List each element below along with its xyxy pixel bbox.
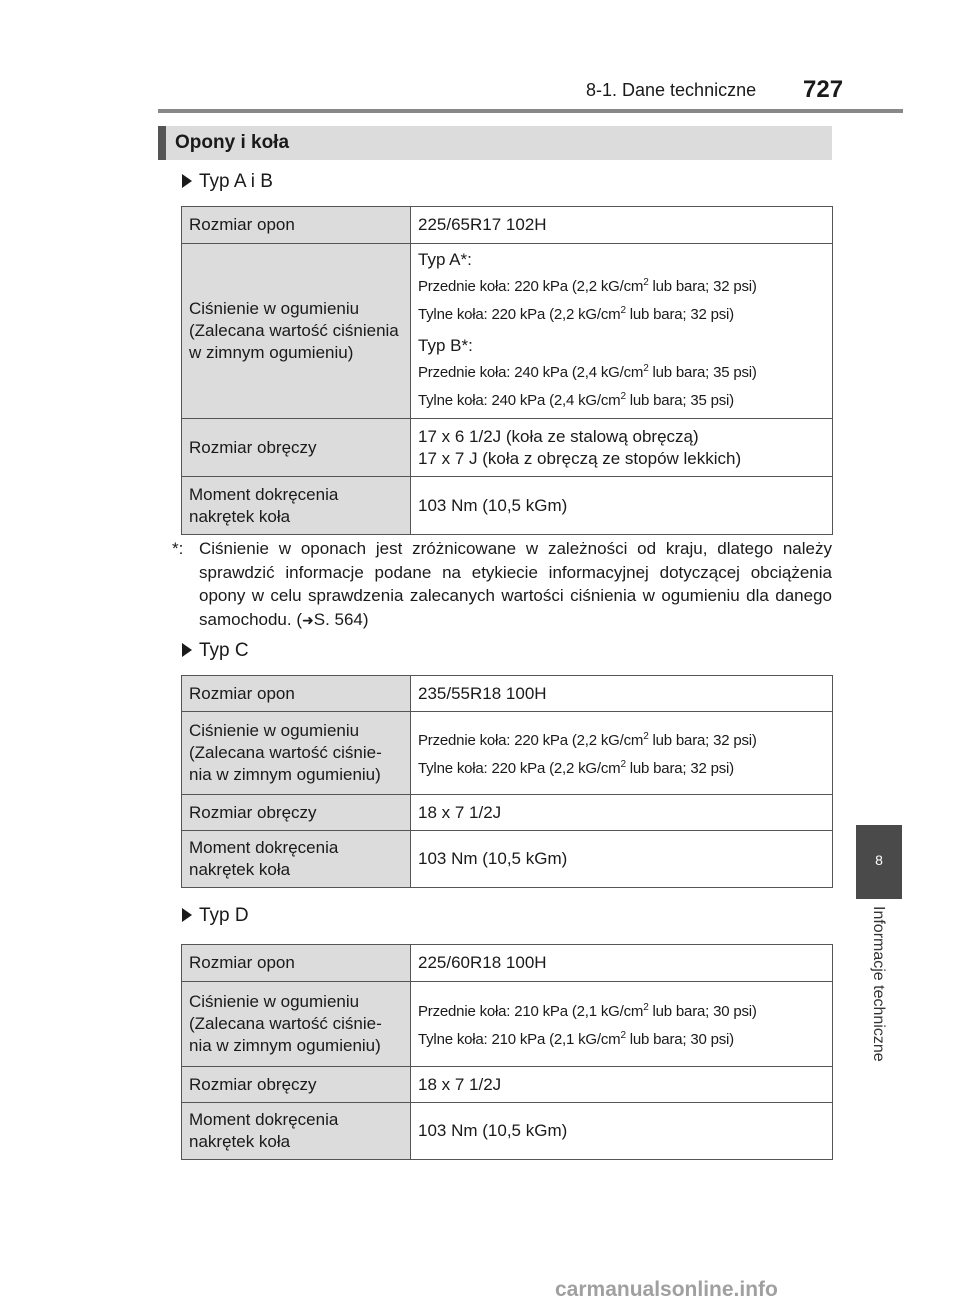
torque-value: 103 Nm (10,5 kGm): [411, 831, 833, 888]
torque-label: Moment dokręcenia nakrętek koła: [182, 831, 411, 888]
rim-size-label: Rozmiar obręczy: [182, 795, 411, 831]
page-header: [0, 76, 960, 106]
type-b-head: Typ B*:: [418, 336, 473, 355]
torque-value: 103 Nm (10,5 kGm): [411, 1103, 833, 1160]
type-b-front: Przednie koła: 240 kPa (2,4 $kG/cm^2$ lub bara; 35 psi): [418, 363, 757, 381]
tire-size-value: 225/60R18 100H: [411, 945, 833, 982]
chapter-number: 8: [875, 852, 883, 868]
type-b-rear: Tylne koła: 240 kPa (2,4 $kG/cm^2$ lub bara; 35 psi): [418, 391, 734, 409]
rear-pressure: Tylne koła: 220 kPa (2,2 $kG/cm^2$ lub bara; 32 psi): [418, 759, 734, 777]
rim-size-label: Rozmiar obręczy: [182, 419, 411, 477]
rear-pressure: Tylne koła: 210 kPa (2,1 $kG/cm^2$ lub bara; 30 psi): [418, 1030, 734, 1048]
front-pressure: Przednie koła: 210 kPa (2,1 $kG/cm^2$ lub bara; 30 psi): [418, 1002, 757, 1020]
type-a-front: Przednie koła: 220 kPa (2,2 $kG/cm^2$ lub bara; 32 psi): [418, 277, 757, 295]
chapter-side-label-text: Informacje techniczne: [870, 906, 887, 1062]
type-a-rear: Tylne koła: 220 kPa (2,2 $kG/cm^2$ lub bara; 32 psi): [418, 305, 734, 323]
table-row: [182, 831, 833, 888]
page-number: 727: [803, 76, 844, 103]
pressure-value: [411, 712, 833, 795]
type-heading-label: Typ A i B: [199, 171, 273, 192]
spec-table-c: [181, 675, 833, 888]
section-accent: [158, 126, 166, 160]
rim-size-value: 18 x 7 1/2J: [411, 1067, 833, 1103]
type-heading-ab: [182, 171, 273, 193]
table-row: [182, 244, 833, 419]
tire-size-value: 225/65R17 102H: [411, 207, 833, 244]
chapter-tab: [856, 825, 902, 899]
table-row: [182, 795, 833, 831]
type-a-head: Typ A*:: [418, 250, 472, 269]
footnote-text: Ciśnienie w oponach jest zróżnicowane w zależności od kraju, dlatego należy sprawdzić informacje podane na etykiecie informacyjnej dotyczącej obciążenia opony w celu sprawdzenia zalecanych wartości ciśnienia w ogumieniu dla danego samochodu. (➜S. 564): [199, 537, 832, 632]
table-row: [182, 419, 833, 477]
tire-size-label: Rozmiar opon: [182, 676, 411, 712]
rim-line-2: 17 x 7 J (koła z obręczą ze stopów lekkich): [418, 448, 742, 468]
pressure-value: [411, 982, 833, 1067]
table-row: [182, 477, 833, 535]
table-row: [182, 676, 833, 712]
spec-table-ab: [181, 206, 833, 535]
chapter-side-label: [858, 906, 898, 1096]
table-row: [182, 945, 833, 982]
spec-table-d: [181, 944, 833, 1160]
section-title-bar: [158, 126, 832, 160]
triangle-bullet-icon: [182, 174, 192, 188]
table-row: [182, 712, 833, 795]
reference-arrow-icon: ➜: [302, 611, 314, 628]
pressure-label: Ciśnienie w ogumieniu (Zalecana wartość ciśnienia w zimnym ogumieniu): [182, 244, 411, 419]
triangle-bullet-icon: [182, 643, 192, 657]
table-row: [182, 207, 833, 244]
page-reference: S. 564): [313, 609, 369, 629]
pressure-value: [411, 244, 833, 419]
torque-value: 103 Nm (10,5 kGm): [411, 477, 833, 535]
rim-size-value: 18 x 7 1/2J: [411, 795, 833, 831]
rim-line-1: 17 x 6 1/2J (koła ze stalową obręczą): [418, 426, 699, 446]
type-heading-d: [182, 905, 249, 927]
rim-size-value: [411, 419, 833, 477]
front-pressure: Przednie koła: 220 kPa (2,2 $kG/cm^2$ lub bara; 32 psi): [418, 731, 757, 749]
tire-size-value: 235/55R18 100H: [411, 676, 833, 712]
section-title: Opony i koła: [175, 132, 290, 153]
table-row: [182, 982, 833, 1067]
triangle-bullet-icon: [182, 908, 192, 922]
table-row: [182, 1067, 833, 1103]
footnote: [172, 537, 832, 632]
table-row: [182, 1103, 833, 1160]
footnote-mark: *:: [172, 539, 184, 558]
watermark: carmanualsonline.info: [555, 1278, 778, 1301]
tire-size-label: Rozmiar opon: [182, 945, 411, 982]
torque-label: Moment dokręcenia nakrętek koła: [182, 477, 411, 535]
pressure-label: Ciśnienie w ogumieniu (Zalecana wartość ciśnie- nia w zimnym ogumieniu): [182, 712, 411, 795]
pressure-label: Ciśnienie w ogumieniu (Zalecana wartość ciśnie- nia w zimnym ogumieniu): [182, 982, 411, 1067]
type-heading-label: Typ D: [199, 905, 249, 926]
rim-size-label: Rozmiar obręczy: [182, 1067, 411, 1103]
torque-label: Moment dokręcenia nakrętek koła: [182, 1103, 411, 1160]
section-label: 8-1. Dane techniczne: [586, 80, 757, 100]
tire-size-label: Rozmiar opon: [182, 207, 411, 244]
header-rule: [158, 109, 903, 113]
type-heading-label: Typ C: [199, 640, 249, 661]
type-heading-c: [182, 640, 249, 662]
